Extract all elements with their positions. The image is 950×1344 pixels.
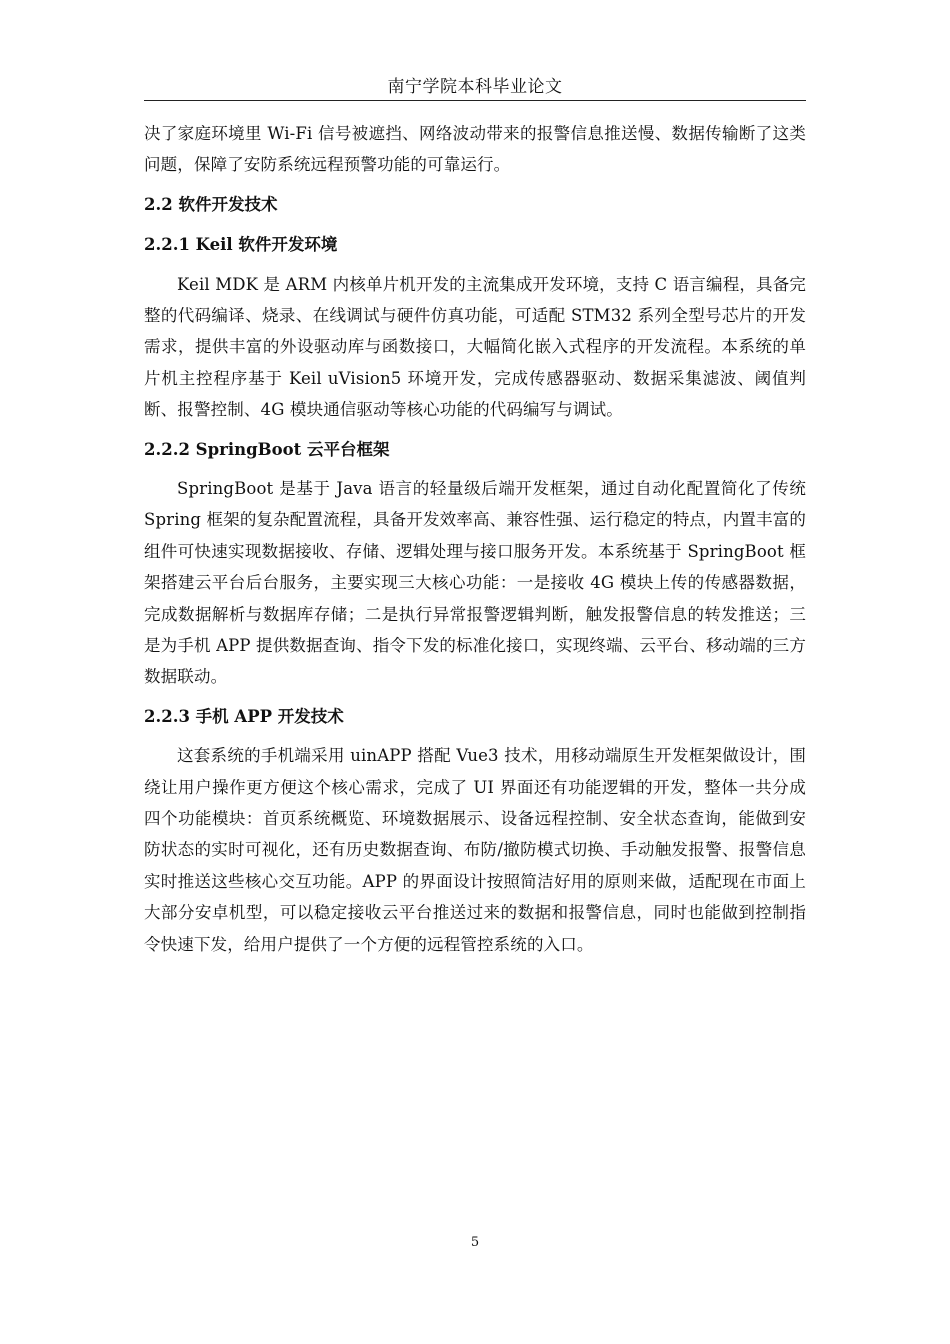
subsection-heading-2-2-3: 2.2.3 手机 APP 开发技术 bbox=[144, 706, 344, 726]
header-divider bbox=[144, 100, 806, 101]
paragraph-springboot: SpringBoot 是基于 Java 语言的轻量级后端开发框架，通过自动化配置简化了传统 Spring 框架的复杂配置流程，具备开发效率高、兼容性强、运行稳定的特点，内置丰富的组件可快速实现数据接收、存储、逻辑处理与接口服务开发。本系统基于 SpringBoot 框架搭建云平台后台服务，主要实现三大核心功能：一是接收 4G 模块上传的传感器数据，完成数据解析与数据库存储；二是执行异常报警逻辑判断，触发报警信息的转发推送；三是为手机 APP 提供数据查询、指令下发的标准化接口，实现终端、云平台、移动端的三方数据联动。 bbox=[144, 479, 806, 687]
paragraph-keil: Keil MDK 是 ARM 内核单片机开发的主流集成开发环境，支持 C 语言编程，具备完整的代码编译、烧录、在线调试与硬件仿真功能，可适配 STM32 系列全型号芯片的开发需求，提供丰富的外设驱动库与函数接口，大幅简化嵌入式程序的开发流程。本系统的单片机主控程序基于 Keil uVision5 环境开发，完成传感器驱动、数据采集滤波、阈值判断、报警控制、4G 模块通信驱动等核心功能的代码编写与调试。 bbox=[144, 274, 806, 420]
paragraph-continuation: 决了家庭环境里 Wi-Fi 信号被遮挡、网络波动带来的报警信息推送慢、数据传输断了这类问题，保障了安防系统远程预警功能的可靠运行。 bbox=[144, 124, 806, 175]
paragraph-mobile-app: 这套系统的手机端采用 uinAPP 搭配 Vue3 技术，用移动端原生开发框架做设计，围绕让用户操作更方便这个核心需求，完成了 UI 界面还有功能逻辑的开发，整体一共分成四个功能模块：首页系统概览、环境数据展示、设备远程控制、安全状态查询，能做到安防状态的实时可视化，还有历史数据查询、布防/撤防模式切换、手动触发报警、报警信息实时推送这些核心交互功能。APP 的界面设计按照简洁好用的原则来做，适配现在市面上大部分安卓机型，可以稳定接收云平台推送过来的数据和报警信息，同时也能做到控制指令快速下发，给用户提供了一个方便的远程管控系统的入口。 bbox=[144, 746, 806, 954]
section-heading-2-2: 2.2 软件开发技术 bbox=[144, 194, 278, 214]
running-header: 南宁学院本科毕业论文 bbox=[387, 77, 563, 97]
subsection-heading-2-2-2: 2.2.2 SpringBoot 云平台框架 bbox=[144, 439, 390, 459]
subsection-heading-2-2-1: 2.2.1 Keil 软件开发环境 bbox=[144, 235, 338, 255]
page-number: 5 bbox=[470, 1235, 480, 1250]
page-body bbox=[144, 118, 806, 960]
